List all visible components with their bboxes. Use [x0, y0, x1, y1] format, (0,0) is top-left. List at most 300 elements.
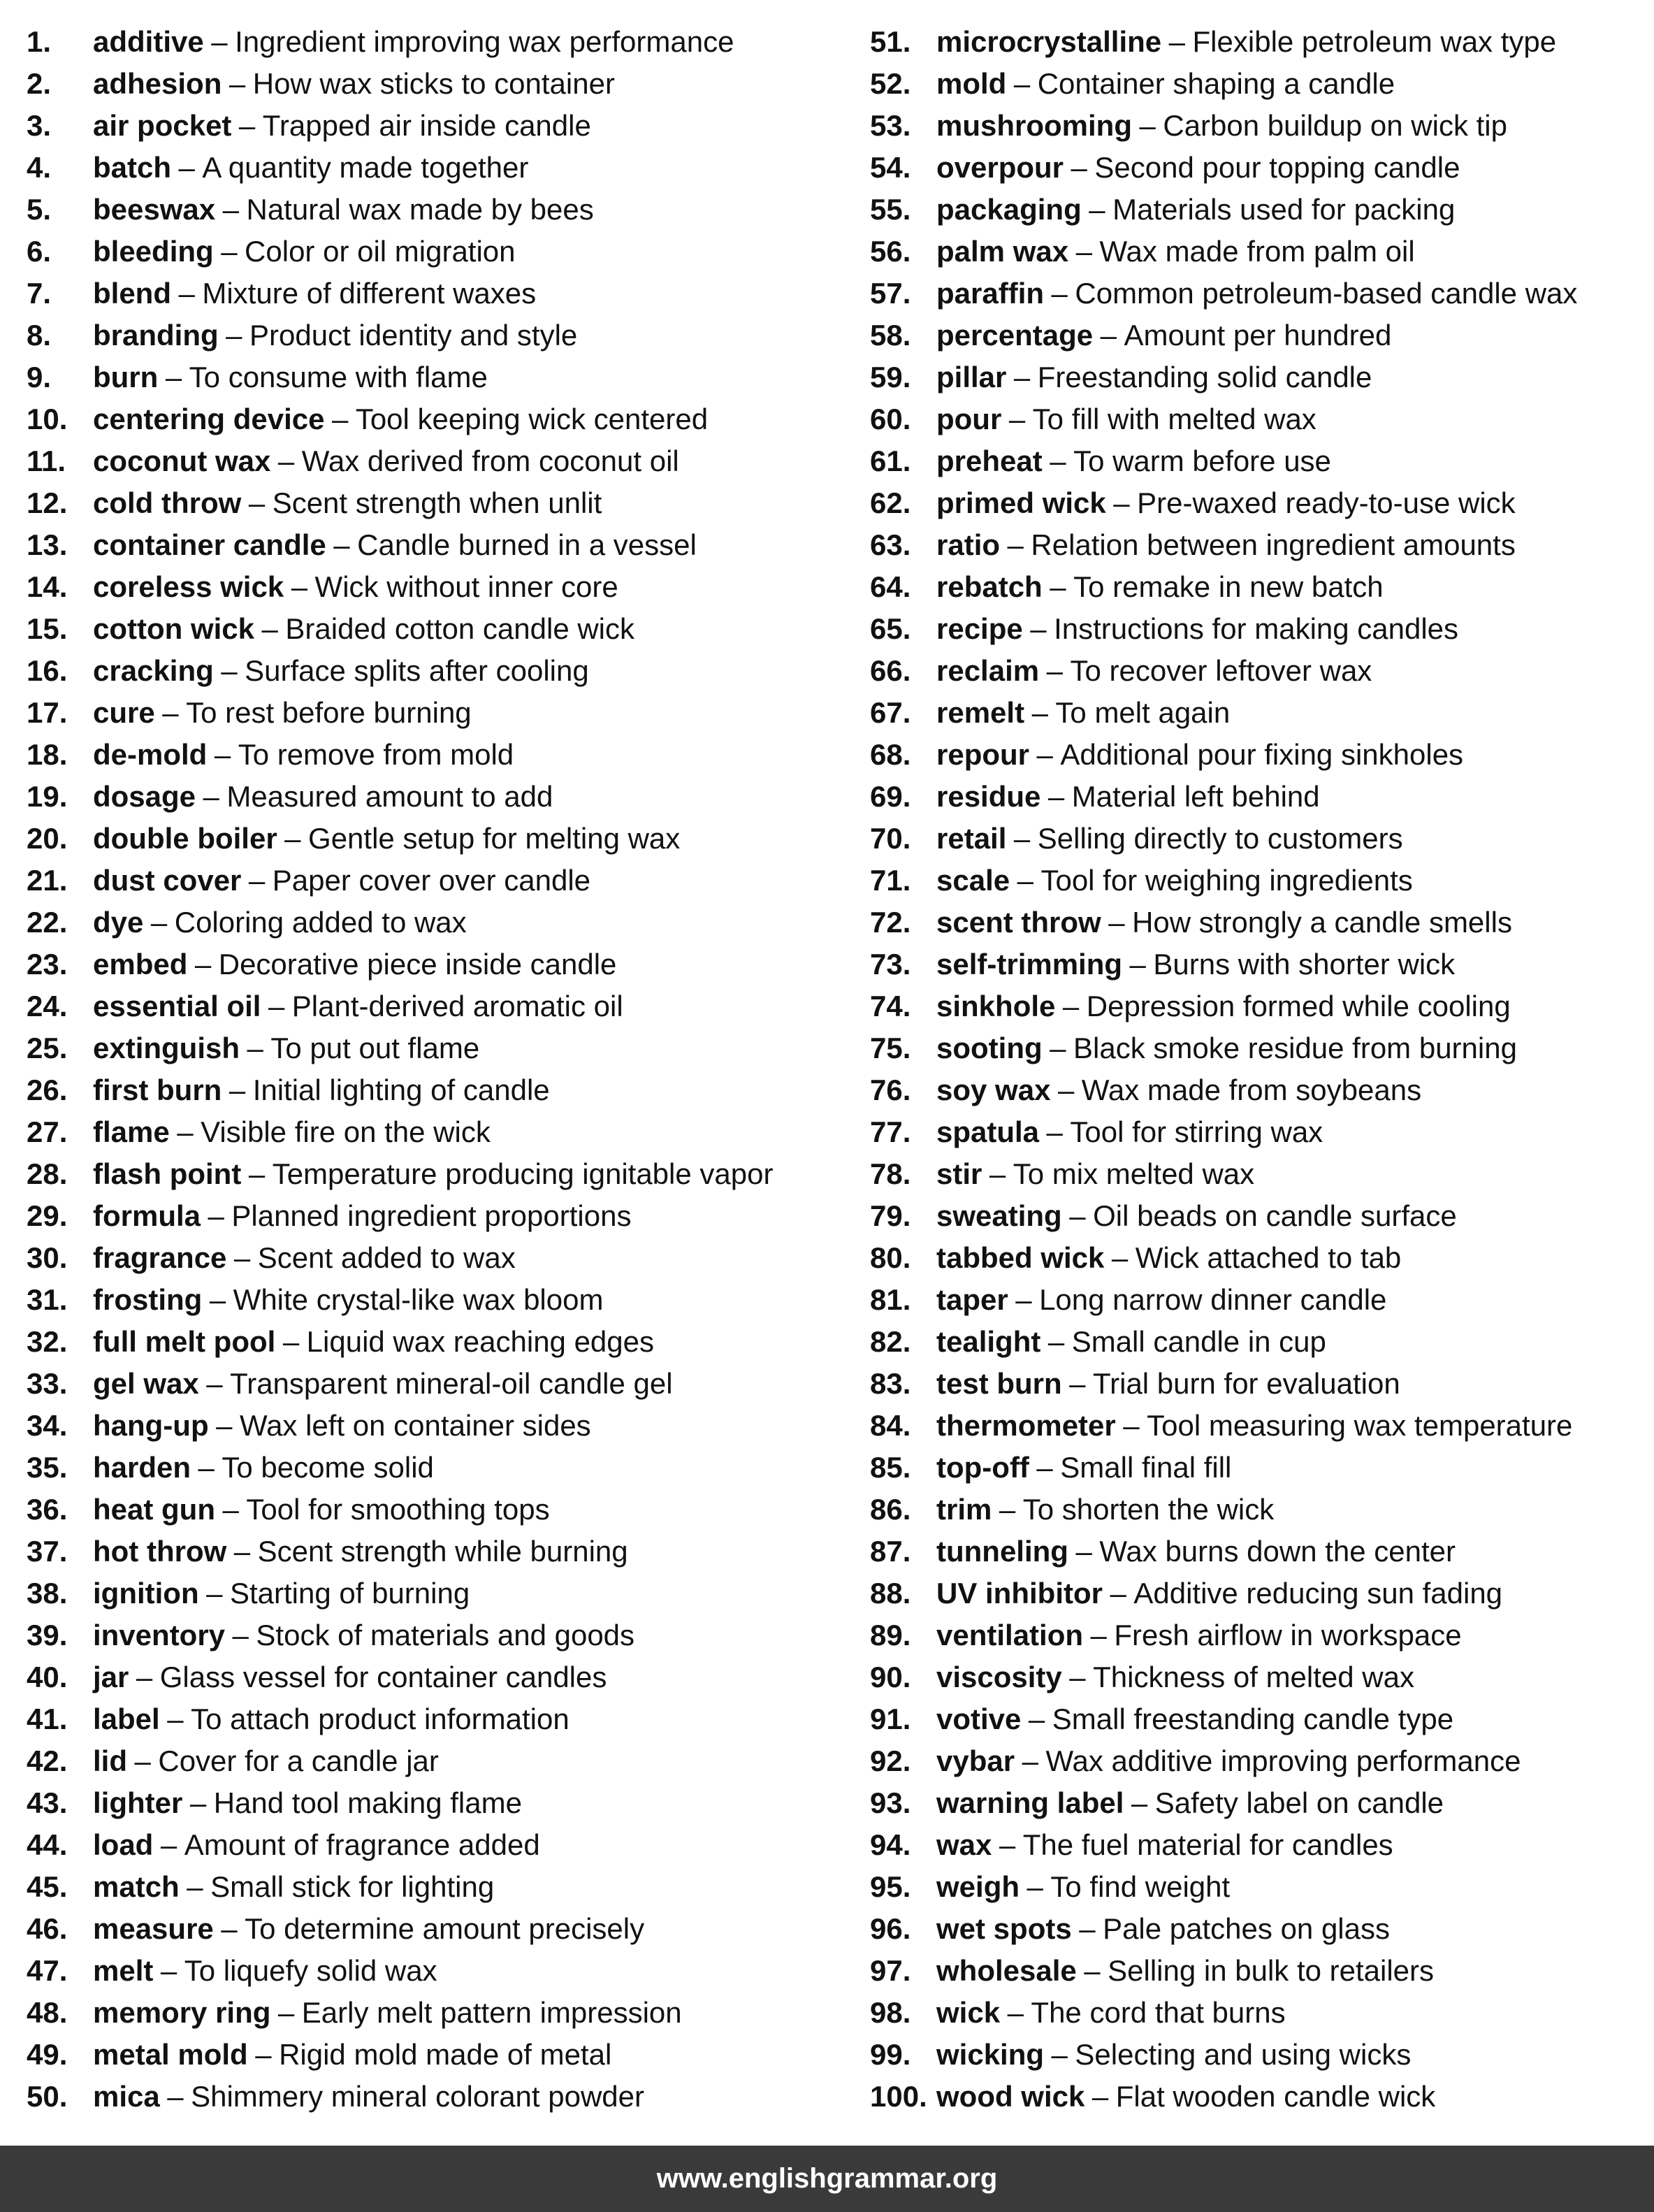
entry-number: 66. — [870, 654, 911, 687]
entry-definition: Wax burns down the center — [1099, 1535, 1456, 1568]
entry-term: essential oil — [93, 990, 261, 1022]
entry-definition: Liquid wax reaching edges — [306, 1325, 655, 1358]
entry-term: paraffin — [936, 277, 1045, 310]
entry-number: 58. — [870, 319, 911, 352]
list-item — [870, 1656, 1646, 1698]
entry-definition: Material left behind — [1071, 780, 1320, 813]
entry-definition: Mixture of different waxes — [202, 277, 537, 310]
list-item — [27, 1908, 837, 1950]
entry-term: self-trimming — [936, 948, 1123, 981]
entry-definition: Additive reducing sun fading — [1133, 1577, 1503, 1610]
entry-number: 13. — [27, 528, 68, 561]
entry-number: 11. — [27, 444, 66, 477]
entry-number: 1. — [27, 25, 52, 58]
entry-term: first burn — [93, 1074, 222, 1106]
entry-separator: – — [1013, 361, 1031, 393]
entry-separator: – — [177, 1115, 194, 1148]
entry-term: branding — [93, 319, 219, 352]
entry-definition: Trapped air inside candle — [262, 109, 591, 142]
entry-number: 25. — [27, 1032, 68, 1064]
entry-term: viscosity — [936, 1661, 1062, 1693]
entry-number: 78. — [870, 1157, 911, 1190]
entry-number: 68. — [870, 738, 911, 771]
entry-term: residue — [936, 780, 1041, 813]
entry-term: inventory — [93, 1619, 226, 1651]
entry-definition: Flexible petroleum wax type — [1192, 25, 1557, 58]
entry-separator: – — [282, 1325, 300, 1358]
entry-term: rebatch — [936, 570, 1043, 603]
entry-number: 28. — [27, 1157, 68, 1190]
list-item — [870, 734, 1646, 776]
entry-separator: – — [198, 1451, 215, 1484]
entry-term: cotton wick — [93, 612, 255, 645]
entry-definition: Color or oil migration — [245, 235, 516, 268]
entry-number: 70. — [870, 822, 911, 855]
entry-term: cracking — [93, 654, 214, 687]
entry-definition: Glass vessel for container candles — [159, 1661, 607, 1693]
list-item — [870, 1195, 1646, 1237]
entry-separator: – — [1084, 1954, 1101, 1987]
entry-term: bleeding — [93, 235, 214, 268]
list-item — [870, 21, 1646, 63]
entry-term: frosting — [93, 1283, 203, 1316]
entry-definition: To attach product information — [191, 1703, 570, 1735]
entry-term: reclaim — [936, 654, 1040, 687]
entry-definition: Rigid mold made of metal — [279, 2038, 612, 2071]
entry-number: 57. — [870, 277, 911, 310]
entry-definition: Visible fire on the wick — [201, 1115, 491, 1148]
entry-separator: – — [1091, 2080, 1109, 2113]
entry-definition: Trial burn for evaluation — [1093, 1367, 1400, 1400]
entry-number: 77. — [870, 1115, 911, 1148]
entry-separator: – — [162, 696, 179, 729]
entry-separator: – — [1030, 612, 1047, 645]
entry-term: extinguish — [93, 1032, 240, 1064]
entry-definition: Decorative piece inside candle — [218, 948, 617, 981]
entry-term: lighter — [93, 1786, 183, 1819]
entry-term: melt — [93, 1954, 154, 1987]
entry-term: primed wick — [936, 486, 1106, 519]
entry-number: 47. — [27, 1954, 68, 1987]
entry-definition: Amount per hundred — [1124, 319, 1392, 352]
entry-definition: Relation between ingredient amounts — [1031, 528, 1516, 561]
entry-definition: To remove from mold — [238, 738, 514, 771]
entry-definition: Natural wax made by bees — [246, 193, 594, 226]
list-item — [27, 1321, 837, 1363]
list-item — [27, 1656, 837, 1698]
entry-term: tunneling — [936, 1535, 1068, 1568]
entry-definition: Braided cotton candle wick — [285, 612, 635, 645]
list-item — [870, 650, 1646, 692]
list-item — [27, 818, 837, 860]
entry-definition: Materials used for packing — [1112, 193, 1456, 226]
entry-term: microcrystalline — [936, 25, 1162, 58]
entry-term: batch — [93, 151, 172, 184]
entry-term: tabbed wick — [936, 1241, 1105, 1274]
entry-definition: Measured amount to add — [226, 780, 553, 813]
entry-definition: Wax derived from coconut oil — [301, 444, 679, 477]
entry-term: wax — [936, 1828, 992, 1861]
entry-separator: – — [268, 990, 285, 1022]
list-item — [27, 608, 837, 650]
entry-term: percentage — [936, 319, 1094, 352]
entry-definition: To shorten the wick — [1022, 1493, 1275, 1526]
entry-number: 3. — [27, 109, 52, 142]
entry-definition: Product identity and style — [249, 319, 578, 352]
list-item — [27, 1992, 837, 2034]
entry-definition: Planned ingredient proportions — [231, 1199, 632, 1232]
entry-definition: White crystal-like wax bloom — [233, 1283, 604, 1316]
entry-term: pour — [936, 403, 1002, 435]
entry-separator: – — [248, 1157, 266, 1190]
entry-definition: How strongly a candle smells — [1132, 906, 1512, 939]
entry-term: pillar — [936, 361, 1007, 393]
entry-number: 52. — [870, 67, 911, 100]
list-item — [27, 2034, 837, 2076]
entry-separator: – — [187, 1870, 203, 1903]
entry-separator: – — [194, 948, 212, 981]
entry-separator: – — [1062, 990, 1080, 1022]
entry-term: metal mold — [93, 2038, 248, 2071]
footer-bar — [0, 2146, 1654, 2212]
entry-definition: Long narrow dinner candle — [1039, 1283, 1387, 1316]
entry-term: votive — [936, 1703, 1022, 1735]
entry-separator: – — [1100, 319, 1117, 352]
entry-separator: – — [228, 67, 246, 100]
entry-definition: Surface splits after cooling — [245, 654, 589, 687]
entry-separator: – — [221, 654, 238, 687]
entry-number: 31. — [27, 1283, 68, 1316]
entry-number: 97. — [870, 1954, 911, 1987]
list-item — [27, 902, 837, 944]
list-item — [27, 1614, 837, 1656]
entry-term: wicking — [936, 2038, 1045, 2071]
entry-number: 19. — [27, 780, 68, 813]
entry-term: wick — [936, 1996, 1001, 2029]
entry-separator: – — [1031, 696, 1048, 729]
entry-separator: – — [1036, 738, 1053, 771]
entry-number: 32. — [27, 1325, 68, 1358]
entry-term: harden — [93, 1451, 191, 1484]
entry-definition: Plant-derived aromatic oil — [291, 990, 623, 1022]
entry-separator: – — [1008, 403, 1026, 435]
entry-separator: – — [150, 906, 168, 939]
entry-separator: – — [238, 109, 256, 142]
entry-separator: – — [1069, 1661, 1086, 1693]
entry-term: scent throw — [936, 906, 1101, 939]
entry-number: 88. — [870, 1577, 911, 1610]
entry-term: match — [93, 1870, 180, 1903]
entry-number: 87. — [870, 1535, 911, 1568]
entry-separator: – — [1110, 1577, 1126, 1610]
list-item — [870, 1824, 1646, 1866]
entry-separator: – — [233, 1241, 251, 1274]
entry-number: 98. — [870, 1996, 911, 2029]
entry-term: flash point — [93, 1157, 242, 1190]
entry-separator: – — [178, 151, 195, 184]
entry-term: full melt pool — [93, 1325, 276, 1358]
entry-definition: Thickness of melted wax — [1093, 1661, 1414, 1693]
entry-separator: – — [277, 1996, 295, 2029]
entry-separator: – — [233, 1535, 251, 1568]
footer-website-link[interactable]: www.englishgrammar.org — [656, 2163, 998, 2194]
entry-number: 43. — [27, 1786, 68, 1819]
entry-number: 37. — [27, 1535, 68, 1568]
entry-separator: – — [1071, 151, 1087, 184]
entry-definition: To remake in new batch — [1073, 570, 1384, 603]
entry-definition: Coloring added to wax — [174, 906, 467, 939]
entry-number: 56. — [870, 235, 911, 268]
list-item — [27, 776, 837, 818]
list-item — [27, 1573, 837, 1614]
list-item — [27, 734, 837, 776]
entry-definition: To melt again — [1055, 696, 1231, 729]
entry-term: remelt — [936, 696, 1025, 729]
list-item — [27, 1740, 837, 1782]
entry-number: 89. — [870, 1619, 911, 1651]
entry-definition: A quantity made together — [202, 151, 529, 184]
entry-definition: To recover leftover wax — [1070, 654, 1372, 687]
list-item — [27, 356, 837, 398]
entry-term: hang-up — [93, 1409, 209, 1442]
entry-definition: Wick without inner core — [314, 570, 618, 603]
entry-separator: – — [165, 361, 182, 393]
entry-term: container candle — [93, 528, 326, 561]
entry-term: burn — [93, 361, 159, 393]
entry-definition: Pre-waxed ready-to-use wick — [1137, 486, 1516, 519]
entry-separator: – — [203, 780, 219, 813]
entry-separator: – — [1015, 1283, 1032, 1316]
entry-number: 45. — [27, 1870, 68, 1903]
list-item — [27, 650, 837, 692]
list-item — [27, 1489, 837, 1531]
entry-definition: Second pour topping candle — [1094, 151, 1460, 184]
entry-definition: Stock of materials and goods — [256, 1619, 635, 1651]
entry-term: palm wax — [936, 235, 1069, 268]
entry-term: scale — [936, 864, 1010, 897]
entry-definition: To become solid — [222, 1451, 434, 1484]
list-item — [27, 189, 837, 231]
list-item — [870, 273, 1646, 315]
entry-term: double boiler — [93, 822, 277, 855]
list-item — [27, 1111, 837, 1153]
entry-definition: To mix melted wax — [1013, 1157, 1255, 1190]
entry-separator: – — [209, 1283, 226, 1316]
list-item — [870, 1573, 1646, 1614]
entry-separator: – — [1051, 2038, 1068, 2071]
entry-term: ventilation — [936, 1619, 1084, 1651]
entry-number: 62. — [870, 486, 911, 519]
entry-definition: Paper cover over candle — [272, 864, 591, 897]
entry-separator: – — [1069, 1367, 1086, 1400]
list-item — [870, 440, 1646, 482]
list-item — [870, 315, 1646, 356]
entry-number: 81. — [870, 1283, 911, 1316]
entry-term: adhesion — [93, 67, 222, 100]
list-item — [870, 1111, 1646, 1153]
entry-number: 42. — [27, 1744, 68, 1777]
entry-number: 72. — [870, 906, 911, 939]
entry-definition: Selling in bulk to retailers — [1108, 1954, 1435, 1987]
entry-separator: – — [1139, 109, 1156, 142]
entry-number: 83. — [870, 1367, 911, 1400]
entry-term: mica — [93, 2080, 160, 2113]
entry-number: 9. — [27, 361, 52, 393]
entry-term: fragrance — [93, 1241, 227, 1274]
entry-definition: Flat wooden candle wick — [1115, 2080, 1436, 2113]
entry-separator: – — [1108, 906, 1125, 939]
list-item — [27, 1698, 837, 1740]
entry-number: 24. — [27, 990, 68, 1022]
entry-definition: To rest before burning — [186, 696, 472, 729]
right-column — [870, 21, 1646, 2118]
entry-definition: Freestanding solid candle — [1037, 361, 1372, 393]
entry-number: 35. — [27, 1451, 68, 1484]
list-item — [870, 1950, 1646, 1992]
entry-definition: Amount of fragrance added — [184, 1828, 540, 1861]
entry-separator: – — [284, 822, 301, 855]
entry-definition: Temperature producing ignitable vapor — [272, 1157, 774, 1190]
entry-definition: Small candle in cup — [1071, 1325, 1326, 1358]
entry-number: 69. — [870, 780, 911, 813]
entry-term: centering device — [93, 403, 325, 435]
entry-term: additive — [93, 25, 204, 58]
entry-separator: – — [333, 528, 350, 561]
list-item — [870, 356, 1646, 398]
list-item — [870, 860, 1646, 902]
list-item — [27, 1237, 837, 1279]
entry-number: 75. — [870, 1032, 911, 1064]
entry-number: 4. — [27, 151, 52, 184]
entry-definition: Oil beads on candle surface — [1093, 1199, 1457, 1232]
entry-separator: – — [167, 1703, 184, 1735]
entry-definition: To determine amount precisely — [245, 1912, 645, 1945]
entry-term: thermometer — [936, 1409, 1116, 1442]
entry-separator: – — [1050, 1032, 1066, 1064]
entry-term: stir — [936, 1157, 982, 1190]
entry-term: overpour — [936, 151, 1064, 184]
entry-term: gel wax — [93, 1367, 199, 1400]
entry-separator: – — [226, 319, 242, 352]
entry-term: blend — [93, 277, 171, 310]
entry-term: preheat — [936, 444, 1043, 477]
entry-term: embed — [93, 948, 188, 981]
entry-number: 65. — [870, 612, 911, 645]
list-item — [870, 524, 1646, 566]
list-item — [870, 692, 1646, 734]
entry-separator: – — [160, 1828, 177, 1861]
list-item — [27, 944, 837, 985]
entry-definition: Scent strength while burning — [257, 1535, 628, 1568]
entry-separator: – — [1079, 1912, 1096, 1945]
entry-definition: Wax made from soybeans — [1081, 1074, 1422, 1106]
entry-definition: Hand tool making flame — [213, 1786, 522, 1819]
list-item — [870, 608, 1646, 650]
list-item — [870, 902, 1646, 944]
entry-number: 80. — [870, 1241, 911, 1274]
entry-number: 7. — [27, 277, 52, 310]
list-item — [870, 776, 1646, 818]
entry-number: 54. — [870, 151, 911, 184]
entry-separator: – — [211, 25, 228, 58]
entry-number: 48. — [27, 1996, 68, 2029]
entry-separator: – — [221, 235, 238, 268]
list-item — [27, 860, 837, 902]
list-item — [870, 1908, 1646, 1950]
list-item — [870, 1153, 1646, 1195]
entry-definition: Wax made from palm oil — [1099, 235, 1415, 268]
entry-term: jar — [93, 1661, 129, 1693]
entry-number: 34. — [27, 1409, 68, 1442]
list-item — [870, 1321, 1646, 1363]
list-item — [27, 440, 837, 482]
list-item — [870, 2076, 1646, 2118]
entry-separator: – — [1017, 864, 1033, 897]
entry-number: 86. — [870, 1493, 911, 1526]
entry-term: formula — [93, 1199, 201, 1232]
list-item — [27, 1279, 837, 1321]
list-item — [27, 1069, 837, 1111]
list-item — [870, 1489, 1646, 1531]
entry-number: 99. — [870, 2038, 911, 2071]
list-item — [870, 1447, 1646, 1489]
entry-separator: – — [1075, 1535, 1092, 1568]
list-item — [27, 1153, 837, 1195]
entry-separator: – — [1046, 1115, 1063, 1148]
list-item — [27, 105, 837, 147]
list-item — [27, 1363, 837, 1405]
entry-number: 12. — [27, 486, 68, 519]
list-item — [870, 1237, 1646, 1279]
entry-definition: Wax left on container sides — [239, 1409, 591, 1442]
entry-number: 49. — [27, 2038, 68, 2071]
list-item — [27, 985, 837, 1027]
entry-separator: – — [989, 1157, 1006, 1190]
entry-number: 2. — [27, 67, 52, 100]
entry-separator: – — [222, 193, 239, 226]
list-item — [27, 1950, 837, 1992]
entry-number: 71. — [870, 864, 911, 897]
entry-number: 50. — [27, 2080, 68, 2113]
list-item — [27, 1531, 837, 1573]
entry-separator: – — [331, 403, 349, 435]
entry-definition: Small final fill — [1060, 1451, 1232, 1484]
entry-number: 76. — [870, 1074, 911, 1106]
entry-term: top-off — [936, 1451, 1029, 1484]
entry-definition: Container shaping a candle — [1037, 67, 1395, 100]
entry-term: dust cover — [93, 864, 242, 897]
entry-term: taper — [936, 1283, 1008, 1316]
entry-separator: – — [1090, 1619, 1107, 1651]
list-item — [27, 2076, 837, 2118]
entry-separator: – — [248, 486, 266, 519]
entry-number: 96. — [870, 1912, 911, 1945]
entry-number: 5. — [27, 193, 52, 226]
entry-separator: – — [1050, 444, 1066, 477]
entry-number: 41. — [27, 1703, 68, 1735]
list-item — [27, 1782, 837, 1824]
entry-number: 27. — [27, 1115, 68, 1148]
entry-term: test burn — [936, 1367, 1062, 1400]
list-item — [870, 1405, 1646, 1447]
entry-number: 46. — [27, 1912, 68, 1945]
entry-number: 82. — [870, 1325, 911, 1358]
entry-separator: – — [277, 444, 295, 477]
entry-term: warning label — [936, 1786, 1124, 1819]
entry-definition: Pale patches on glass — [1103, 1912, 1390, 1945]
entry-separator: – — [1069, 1199, 1086, 1232]
entry-term: coconut wax — [93, 444, 271, 477]
